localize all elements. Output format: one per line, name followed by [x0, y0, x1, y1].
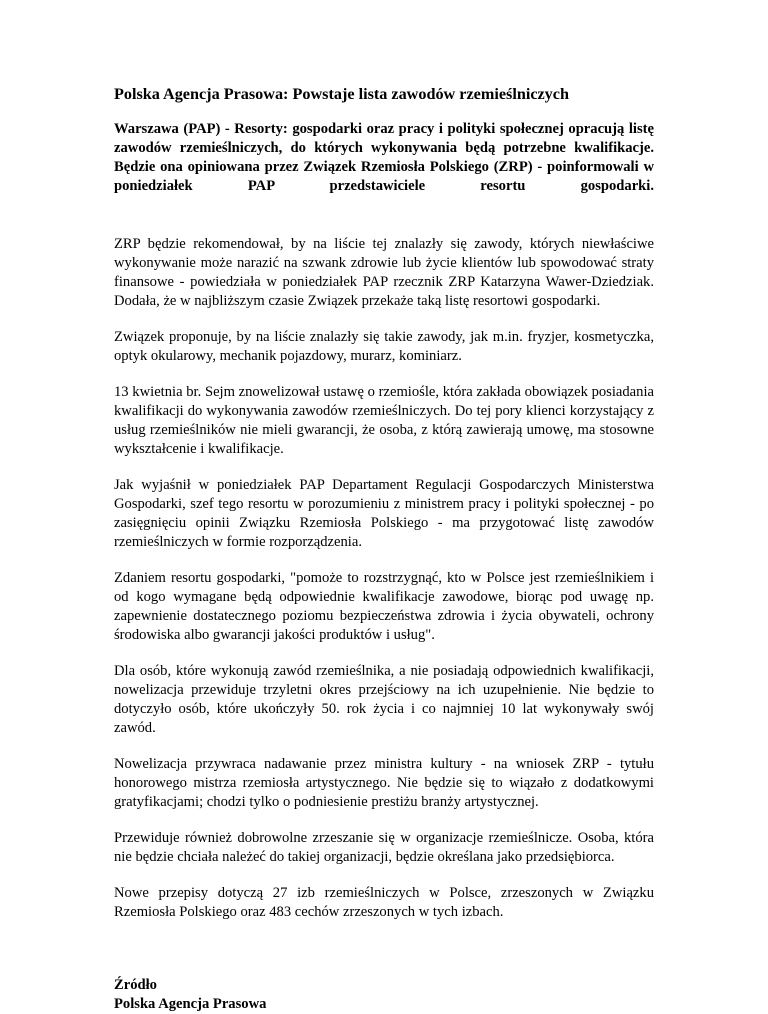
- article-title: Polska Agencja Prasowa: Powstaje lista zawodów rzemieślniczych: [114, 85, 569, 103]
- article-paragraph-2: Związek proponuje, by na liście znalazły się takie zawody, jak m.in. fryzjer, kosmetyczka, optyk okularowy, mechanik pojazdowy, murarz, kominiarz.: [114, 329, 654, 364]
- source-section: [114, 976, 654, 1014]
- article-paragraph-8: Przewiduje również dobrowolne zrzeszanie się w organizacje rzemieślnicze. Osoba, która nie będzie chciała należeć do takiej organizacji, będzie określana jako przedsiębiorca.: [114, 830, 654, 865]
- article-paragraph-1: ZRP będzie rekomendował, by na liście tej znalazły się zawody, których niewłaściwe wykonywanie może narazić na szwank zdrowie lub życie klientów lub spowodować straty finansowe - powiedziała w poniedziałek PAP rzecznik ZRP Katarzyna Wawer-Dziedziak. Dodała, że w najbliższym czasie Związek przekaże taką listę resortowi gospodarki.: [114, 236, 654, 309]
- document-page: [114, 84, 654, 1014]
- source-name: Polska Agencja Prasowa: [114, 996, 267, 1012]
- article-paragraph-7: Nowelizacja przywraca nadawanie przez ministra kultury - na wniosek ZRP - tytułu honorowego mistrza rzemiosła artystycznego. Nie będzie się to wiązało z dodatkowymi gratyfikacjami; chodzi tylko o podniesienie prestiżu branży artystycznej.: [114, 756, 654, 810]
- article-paragraph-5: Zdaniem resortu gospodarki, "pomoże to rozstrzygnąć, kto w Polsce jest rzemieślnikiem i od kogo wymagane będą odpowiednie kwalifikacje zawodowe, biorąc pod uwagę np. zapewnienie dostatecznego poziomu bezpieczeństwa zdrowia i życia obywateli, ochrony środowiska albo gwarancji jakości produktów i usług".: [114, 570, 654, 643]
- article-lead: Warszawa (PAP) - Resorty: gospodarki oraz pracy i polityki społecznej opracują listę zawodów rzemieślniczych, do których wykonywania będą potrzebne kwalifikacje. Będzie ona opiniowana przez Związek Rzemiosła Polskiego (ZRP) - poinformowali w poniedziałek PAP przedstawiciele resortu gospodarki.: [114, 121, 654, 194]
- article-paragraph-4: Jak wyjaśnił w poniedziałek PAP Departament Regulacji Gospodarczych Ministerstwa Gospodarki, szef tego resortu w porozumieniu z ministrem pracy i polityki społecznej - po zasięgnięciu opinii Związku Rzemiosła Polskiego - ma przygotować listę zawodów rzemieślniczych w formie rozporządzenia.: [114, 477, 654, 550]
- article-paragraph-6: Dla osób, które wykonują zawód rzemieślnika, a nie posiadają odpowiednich kwalifikacji, nowelizacja przewiduje trzyletni okres przejściowy na ich uzupełnienie. Nie będzie to dotyczyło osób, które ukończyły 50. rok życia i co najmniej 10 lat wykonywały swój zawód.: [114, 663, 654, 736]
- article-paragraph-3: 13 kwietnia br. Sejm znowelizował ustawę o rzemiośle, która zakłada obowiązek posiadania kwalifikacji do wykonywania zawodów rzemieślniczych. Do tej pory klienci korzystający z usług rzemieślników nie mieli gwarancji, że osoba, z którą zawierają umowę, ma stosowne wykształcenie i kwalifikacje.: [114, 384, 654, 457]
- source-label: Źródło: [114, 977, 157, 993]
- article-paragraph-9: Nowe przepisy dotyczą 27 izb rzemieślniczych w Polsce, zrzeszonych w Związku Rzemiosła Polskiego oraz 483 cechów zrzeszonych w tych izbach.: [114, 885, 654, 920]
